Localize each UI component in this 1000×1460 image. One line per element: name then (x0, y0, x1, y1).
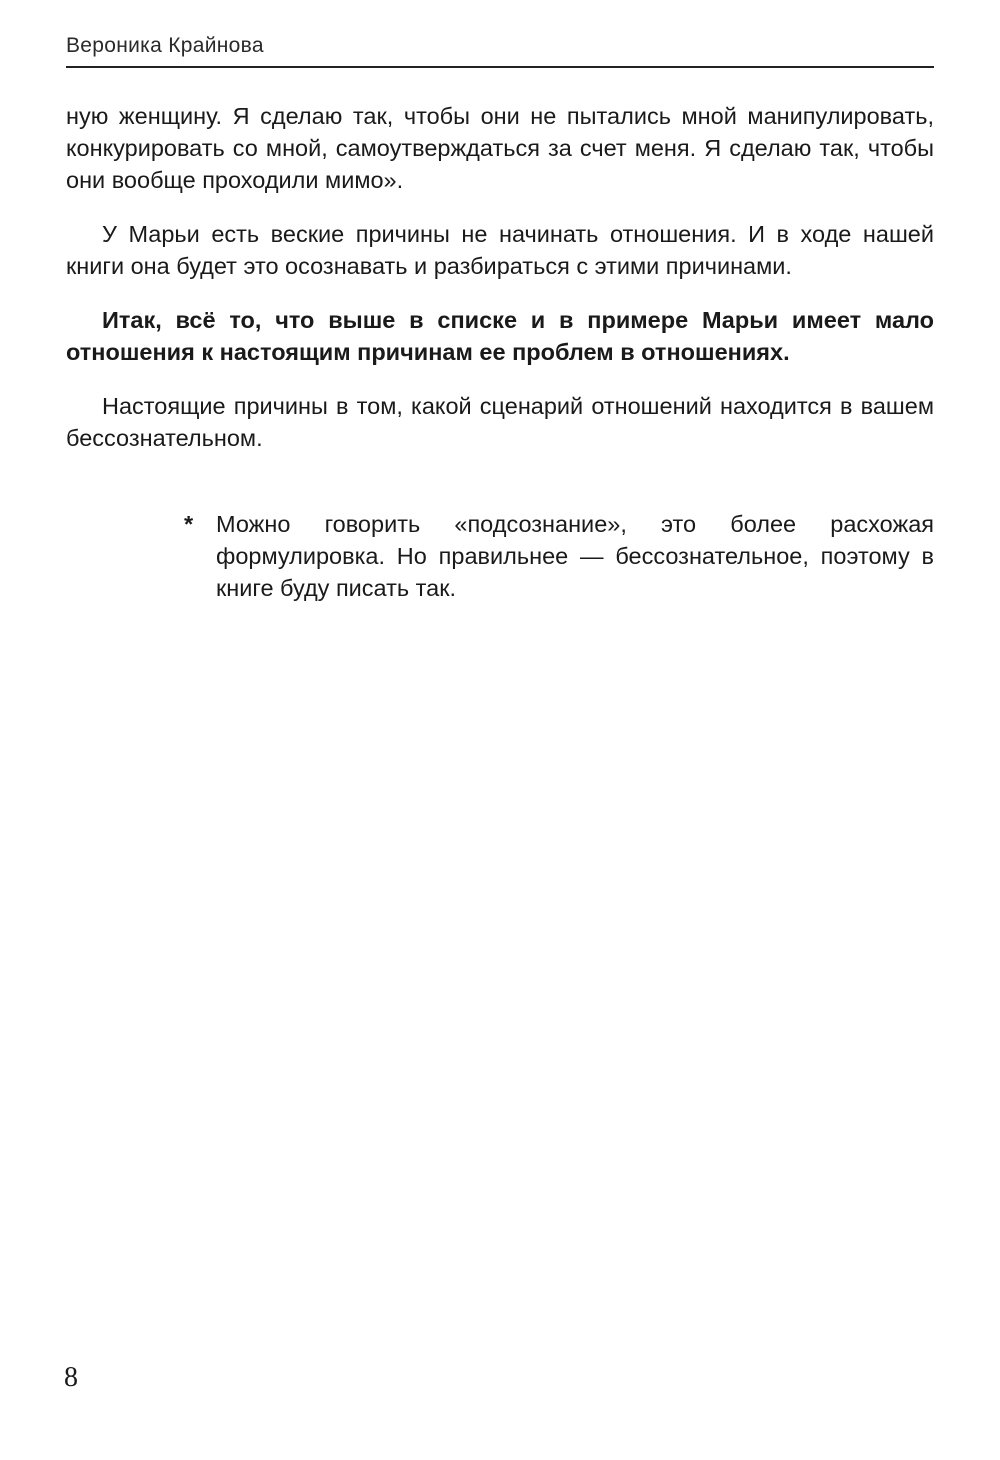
header-divider (66, 66, 934, 68)
paragraph-marya-reasons: У Марьи есть веские причины не начинать отношения. И в ходе нашей книги она будет это осознавать и разбираться с этими причинами. (66, 221, 934, 279)
paragraph-bold-conclusion: Итак, всё то, что выше в списке и в примере Марьи имеет мало отношения к настоящим причинам ее проблем в отношениях. (66, 307, 934, 365)
footnote (184, 508, 934, 604)
footnote-marker: * (184, 511, 194, 537)
paragraph-real-reasons: Настоящие причины в том, какой сценарий отношений находится в вашем бессознательном. (66, 393, 934, 451)
footnote-text: Можно говорить «подсознание», это более расхожая формулировка. Но правильнее — бессознательное, поэтому в книге буду писать так. (216, 511, 934, 601)
page-body (66, 100, 934, 454)
running-header-author: Вероника Крайнова (66, 34, 264, 57)
paragraph-continuation: ную женщину. Я сделаю так, чтобы они не пытались мной манипулировать, конкурировать со мной, самоутверждаться за счет меня. Я сделаю так, чтобы они вообще проходили мимо». (66, 103, 934, 193)
page-number: 8 (64, 1362, 78, 1393)
